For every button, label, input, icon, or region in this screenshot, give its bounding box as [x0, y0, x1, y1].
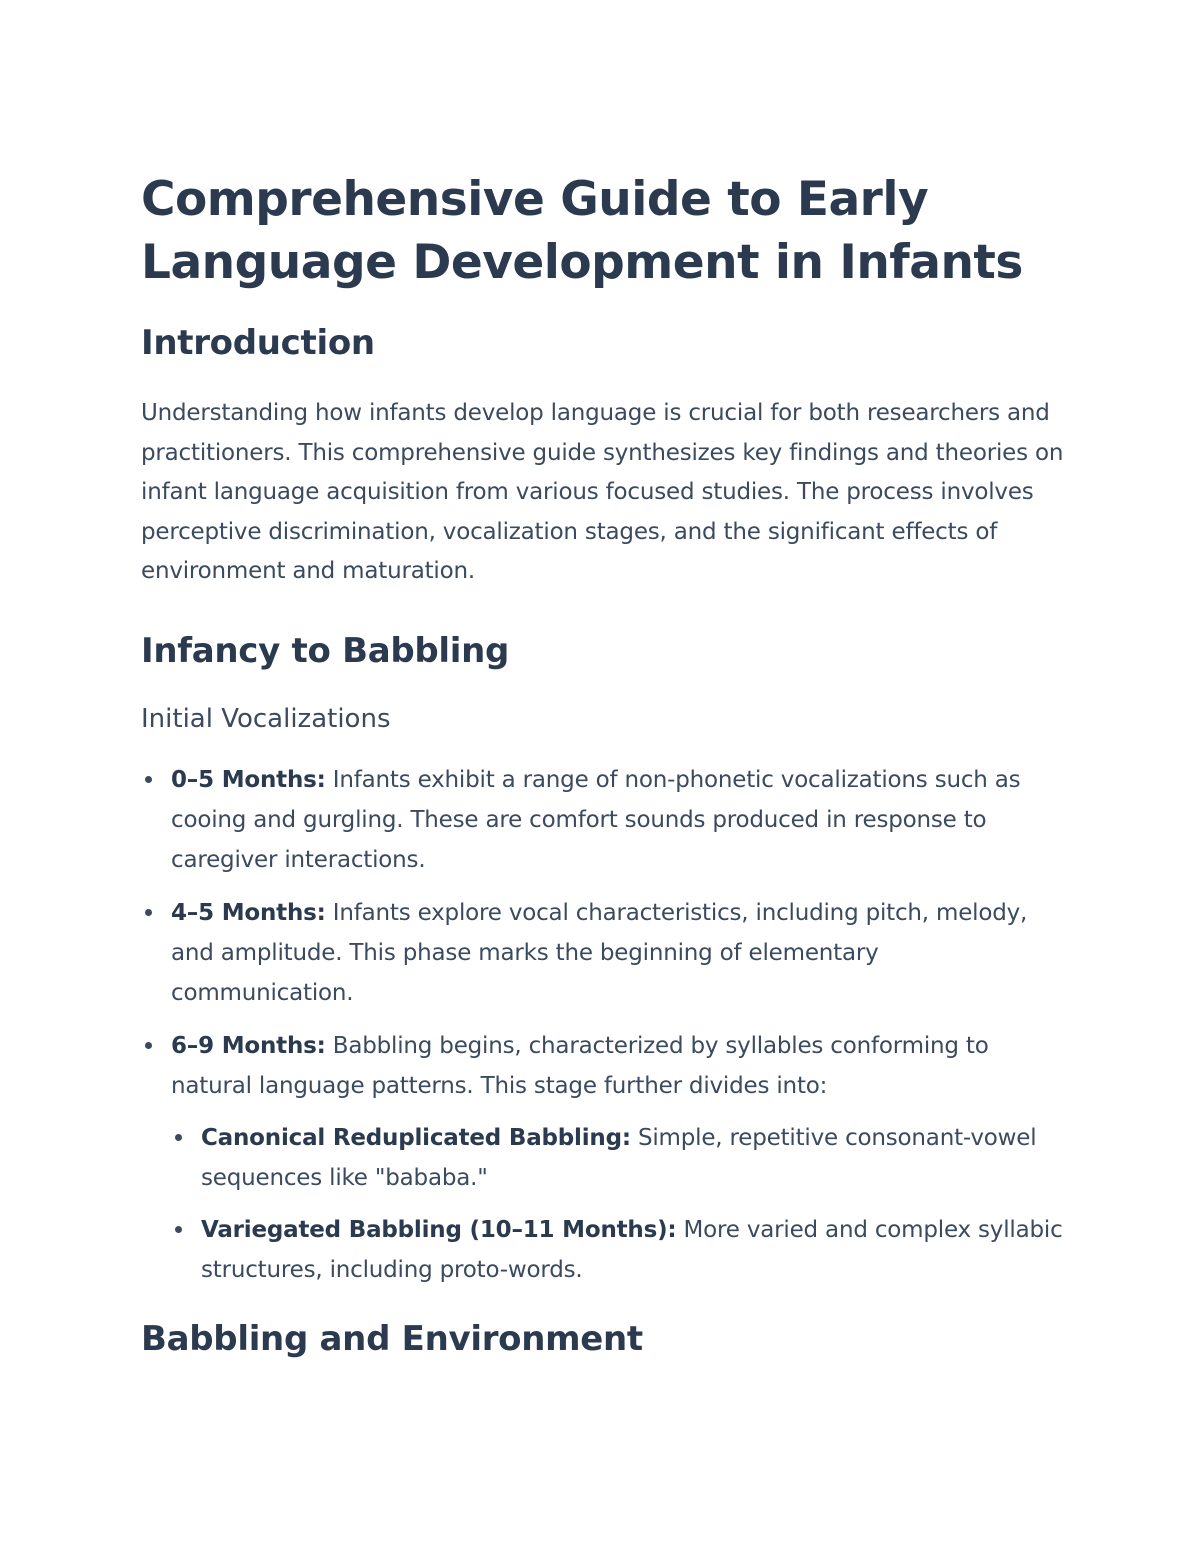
list-item-6-9-months: [141, 1026, 1066, 1290]
list-item-text: Infants explore vocal characteristics, including pitch, melody, and amplitude. This phase marks the beginning of elementary communication.: [171, 899, 1028, 1006]
section-heading-infancy-to-babbling: Infancy to Babbling: [141, 630, 510, 671]
list-item-label: 0–5 Months:: [171, 766, 326, 793]
subsection-heading-initial-vocalizations: Initial Vocalizations: [141, 703, 391, 734]
bullet-icon: [145, 776, 152, 783]
vocalization-stages-list: [141, 760, 1066, 1290]
babbling-types-list: [171, 1118, 1066, 1290]
list-item-text: More varied and complex syllabic structures, including proto-words.: [201, 1216, 1063, 1283]
section-heading-babbling-and-environment: Babbling and Environment: [141, 1318, 643, 1359]
list-item-text: Babbling begins, characterized by syllables conforming to natural language patterns. This stage further divides into:: [171, 1032, 989, 1099]
document-page: [141, 168, 1066, 1360]
list-item-label: Variegated Babbling (10–11 Months):: [201, 1216, 677, 1243]
bullet-icon: [175, 1226, 182, 1233]
list-item-label: 4–5 Months:: [171, 899, 326, 926]
list-item-text: Simple, repetitive consonant-vowel sequences like "bababa.": [201, 1124, 1037, 1191]
list-item-label: 6–9 Months:: [171, 1032, 326, 1059]
list-item-text: Infants exhibit a range of non-phonetic vocalizations such as cooing and gurgling. These are comfort sounds produced in response to caregiver interactions.: [171, 766, 1021, 873]
list-item-0-5-months: [141, 760, 1066, 880]
introduction-paragraph: Understanding how infants develop language is crucial for both researchers and practitioners. This comprehensive guide synthesizes key findings and theories on infant language acquisition from various focused studies. The process involves perceptive discrimination, vocalization stages, and the significant effects of environment and maturation.: [141, 400, 1064, 584]
document-title: Comprehensive Guide to Early Language Development in Infants: [141, 172, 1023, 290]
bullet-icon: [145, 1042, 152, 1049]
bullet-icon: [175, 1134, 182, 1141]
list-item-4-5-months: [141, 893, 1066, 1013]
list-item-variegated-babbling: [171, 1210, 1066, 1290]
section-heading-introduction: Introduction: [141, 323, 375, 363]
list-item-canonical-babbling: [171, 1118, 1066, 1198]
list-item-label: Canonical Reduplicated Babbling:: [201, 1124, 631, 1151]
bullet-icon: [145, 909, 152, 916]
